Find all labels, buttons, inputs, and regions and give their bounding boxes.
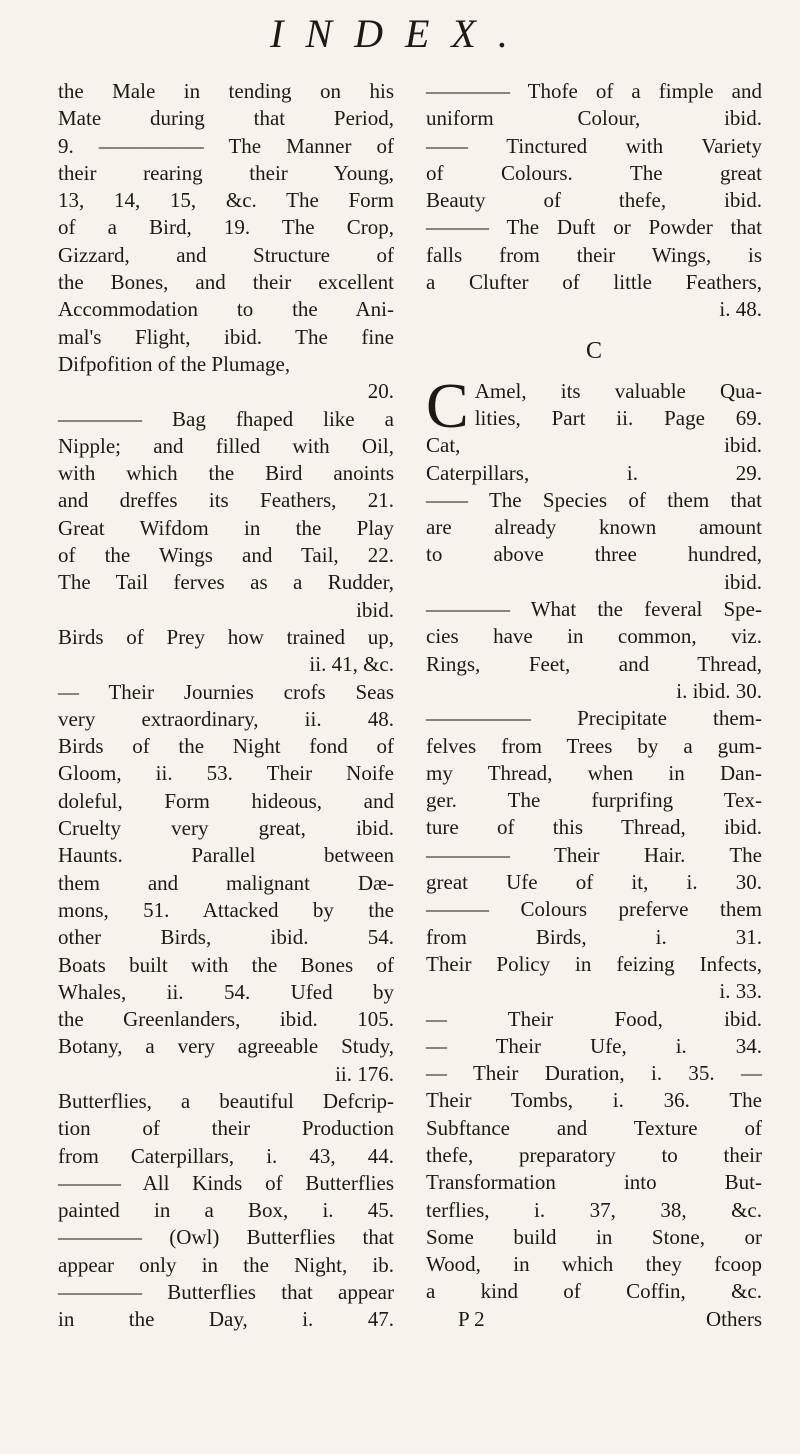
page-title: INDEX. xyxy=(270,11,530,56)
index-line: cies have in common, viz. xyxy=(426,624,762,649)
index-line: —— The Species of them that xyxy=(426,487,762,512)
index-line: ger. The furprifing Tex- xyxy=(426,788,762,813)
index-line: their rearing their Young, xyxy=(58,160,394,185)
index-line: great Ufe of it, i. 30. xyxy=(426,870,762,895)
index-line: — Their Ufe, i. 34. xyxy=(426,1033,762,1058)
index-line: the Greenlanders, ibid. 105. xyxy=(58,1007,394,1032)
index-line: Subftance and Texture of xyxy=(426,1115,762,1140)
index-line: and dreffes its Feathers, 21. xyxy=(58,488,394,513)
index-line: — Their Journies crofs Seas xyxy=(58,679,394,704)
index-line: felves from Trees by a gum- xyxy=(426,733,762,758)
index-line: Butterflies, a beautiful Defcrip- xyxy=(58,1088,394,1113)
index-line: my Thread, when in Dan- xyxy=(426,760,762,785)
index-line: Mate during that Period, xyxy=(58,106,394,131)
index-line: other Birds, ibid. 54. xyxy=(58,925,394,950)
index-line: appear only in the Night, ib. xyxy=(58,1252,394,1277)
index-line: The Tail ferves as a Rudder, xyxy=(58,570,394,595)
index-line: —— Tinctured with Variety xyxy=(426,133,762,158)
index-line: Their Policy in feizing Infects, xyxy=(426,951,762,976)
index-line: ——— Colours preferve them xyxy=(426,897,762,922)
index-line: ———— Bag fhaped like a xyxy=(58,406,394,431)
index-line: Boats built with the Bones of xyxy=(58,952,394,977)
index-line: from Birds, i. 31. xyxy=(426,924,762,949)
index-line: 13, 14, 15, &c. The Form xyxy=(58,188,394,213)
section-letter: C xyxy=(585,337,602,364)
drop-cap: C xyxy=(426,369,469,441)
index-line: lities, Part ii. Page 69. xyxy=(474,405,762,430)
page-footer xyxy=(426,1306,762,1333)
index-line: i. ibid. 30. xyxy=(676,678,762,703)
index-line: i. 48. xyxy=(719,297,762,322)
index-line: Wood, in which they fcoop xyxy=(426,1252,762,1277)
index-line: Some build in Stone, or xyxy=(426,1224,762,1249)
index-line: painted in a Box, i. 45. xyxy=(58,1198,394,1223)
index-line: Cruelty very great, ibid. xyxy=(58,816,394,841)
signature-mark: P 2 xyxy=(458,1306,485,1331)
index-line: ————— Precipitate them- xyxy=(426,706,762,731)
index-line: ibid. xyxy=(356,597,394,622)
index-line: Botany, a very agreeable Study, xyxy=(58,1034,394,1059)
index-line: a Clufter of little Feathers, xyxy=(426,270,762,295)
index-line: Difpofition of the Plumage, xyxy=(58,351,291,376)
index-line: the Male in tending on his xyxy=(58,79,394,103)
index-line: from Caterpillars, i. 43, 44. xyxy=(58,1143,394,1168)
index-line: of a Bird, 19. The Crop, xyxy=(58,215,394,240)
index-line: ii. 41, &c. xyxy=(309,652,394,677)
index-line: Haunts. Parallel between xyxy=(58,843,394,868)
index-line: Nipple; and filled with Oil, xyxy=(58,433,394,458)
index-line: ibid. xyxy=(724,569,762,594)
index-line: Birds of Prey how trained up, xyxy=(58,624,394,649)
index-line: Gloom, ii. 53. Their Noife xyxy=(58,761,394,786)
right-column xyxy=(426,78,762,1333)
index-line: ———— Butterflies that appear xyxy=(58,1280,394,1305)
index-line: to above three hundred, xyxy=(426,542,762,567)
index-line: ii. 176. xyxy=(335,1061,394,1086)
right-column-section xyxy=(426,369,762,1306)
index-line: ———— What the feveral Spe- xyxy=(426,597,762,622)
index-line: Transformation into But- xyxy=(426,1170,762,1195)
index-line: Rings, Feet, and Thread, xyxy=(426,651,762,676)
index-line: ———— Their Hair. The xyxy=(426,842,762,867)
right-column-top xyxy=(426,78,762,324)
index-line: falls from their Wings, is xyxy=(426,242,762,267)
index-line: mons, 51. Attacked by the xyxy=(58,897,394,922)
index-line: Beauty of thefe, ibid. xyxy=(426,188,762,213)
index-line: Accommodation to the Ani- xyxy=(58,297,394,322)
index-line: Their Tombs, i. 36. The xyxy=(426,1088,762,1113)
index-line: in the Day, i. 47. xyxy=(58,1307,394,1332)
index-line: 9. ————— The Manner of xyxy=(58,133,394,158)
catchword: Others xyxy=(706,1306,762,1331)
index-line: — Their Food, ibid. xyxy=(426,1006,762,1031)
index-line: thefe, preparatory to their xyxy=(426,1142,762,1167)
index-line: Gizzard, and Structure of xyxy=(58,242,394,267)
index-line: i. 33. xyxy=(719,979,762,1004)
index-line: uniform Colour, ibid. xyxy=(426,106,762,131)
index-line: Caterpillars, i. 29. xyxy=(426,460,762,485)
index-line: ———— (Owl) Butterflies that xyxy=(58,1225,394,1250)
index-line: doleful, Form hideous, and xyxy=(58,788,394,813)
index-line: with which the Bird anoints xyxy=(58,461,394,486)
index-line: ——— The Duft or Powder that xyxy=(426,215,762,240)
index-line: Amel, its valuable Qua- xyxy=(474,378,762,403)
index-line: the Bones, and their excellent xyxy=(58,270,394,295)
index-line: a kind of Coffin, &c. xyxy=(426,1279,762,1304)
index-line: them and malignant Dæ- xyxy=(58,870,394,895)
index-line: of the Wings and Tail, 22. xyxy=(58,543,394,568)
index-line: ——— All Kinds of Butterflies xyxy=(58,1170,394,1195)
index-line: ———— Thofe of a fimple and xyxy=(426,79,762,103)
index-line: Cat, ibid. xyxy=(426,433,762,458)
index-line: are already known amount xyxy=(426,515,762,540)
index-line: Birds of the Night fond of xyxy=(58,734,394,759)
index-line: — Their Duration, i. 35. — xyxy=(426,1061,762,1086)
left-column xyxy=(58,78,394,1334)
section-c-entries xyxy=(426,369,762,1306)
index-line: terflies, i. 37, 38, &c. xyxy=(426,1197,762,1222)
index-line: of Colours. The great xyxy=(426,160,762,185)
index-line: Great Wifdom in the Play xyxy=(58,515,394,540)
index-line: very extraordinary, ii. 48. xyxy=(58,706,394,731)
index-line: tion of their Production xyxy=(58,1116,394,1141)
index-line: ture of this Thread, ibid. xyxy=(426,815,762,840)
index-line: mal's Flight, ibid. The fine xyxy=(58,324,394,349)
index-line: Whales, ii. 54. Ufed by xyxy=(58,979,394,1004)
index-line: 20. xyxy=(367,379,394,404)
